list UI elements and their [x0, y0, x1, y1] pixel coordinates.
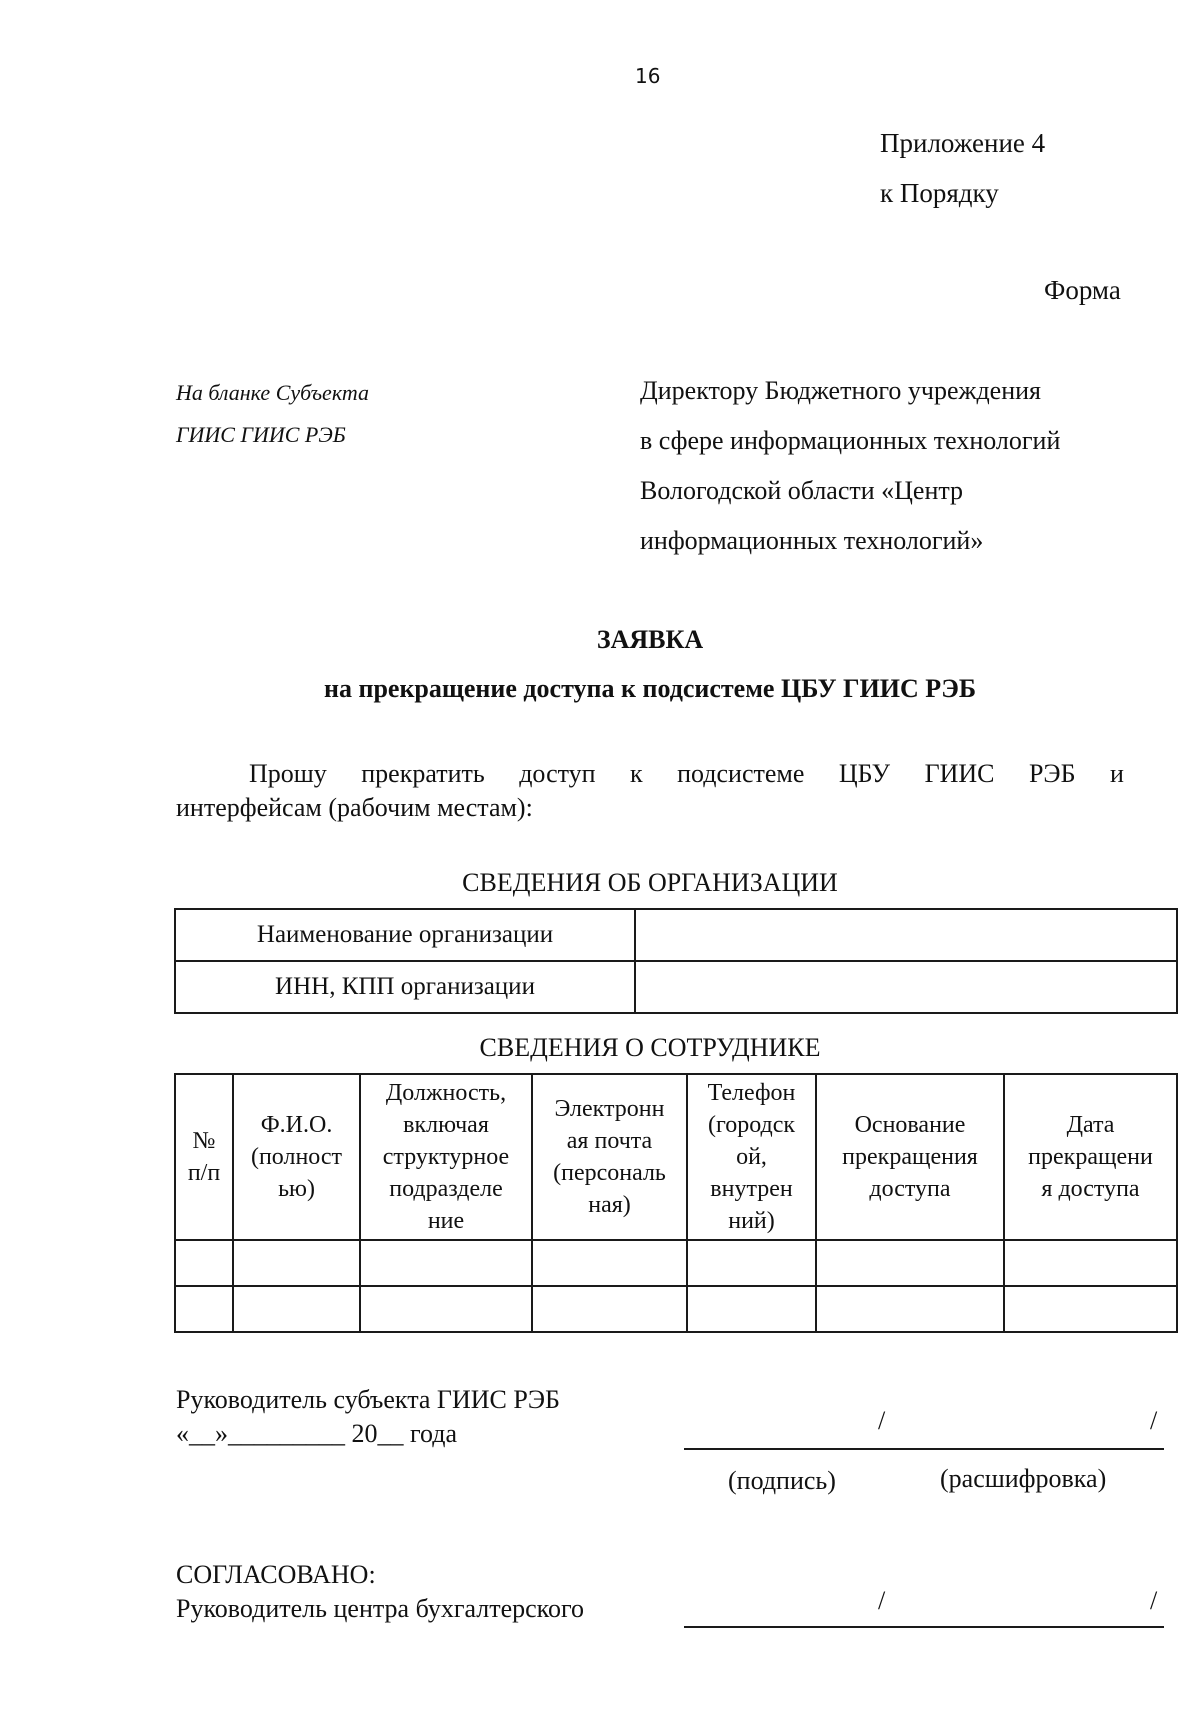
document-subtitle: на прекращение доступа к подсистеме ЦБУ ГИИС РЭБ — [323, 674, 977, 703]
table-row — [175, 909, 1177, 961]
col-header-line: ая почта — [566, 1128, 653, 1154]
table-cell[interactable] — [687, 1286, 816, 1332]
table-cell[interactable] — [1004, 1240, 1177, 1286]
table-cell[interactable] — [816, 1240, 1004, 1286]
request-word: ЦБУ — [838, 759, 891, 788]
table-cell[interactable] — [360, 1240, 532, 1286]
employee-table — [174, 1073, 1178, 1333]
decode-label: (расшифровка) — [940, 1464, 1107, 1493]
table-row — [175, 1286, 1177, 1332]
col-header-line: (персональ — [553, 1160, 666, 1186]
approval-signature-line[interactable] — [684, 1626, 1164, 1628]
table-cell[interactable] — [532, 1240, 687, 1286]
document-title: ЗАЯВКА — [596, 625, 704, 654]
col-header-line: Ф.И.О. — [260, 1112, 333, 1138]
request-word: Прошу — [249, 759, 327, 788]
signature-line[interactable] — [684, 1448, 1164, 1450]
request-paragraph — [176, 757, 1124, 825]
table-cell[interactable] — [175, 1240, 233, 1286]
date-line: «__»_________ 20__ года — [176, 1419, 458, 1448]
col-header-line: (полност — [250, 1144, 343, 1170]
signature-slash-end: / — [1150, 1406, 1158, 1435]
col-header-line: Электронн — [554, 1096, 665, 1122]
table-cell[interactable] — [233, 1240, 360, 1286]
col-header-line: включая — [403, 1112, 489, 1138]
form-label: Форма — [1044, 275, 1121, 305]
col-header-line: я доступа — [1041, 1176, 1140, 1202]
approval-label: СОГЛАСОВАНО: — [176, 1560, 376, 1589]
col-header-date — [1004, 1074, 1177, 1240]
col-header-line: прекращени — [1028, 1144, 1153, 1170]
table-header-row — [175, 1074, 1177, 1240]
letterhead-line-1: На бланке Субъекта — [176, 380, 369, 405]
col-header-line: Дата — [1066, 1112, 1115, 1138]
col-header-line: Телефон — [707, 1080, 796, 1106]
sign-label: (подпись) — [728, 1466, 836, 1495]
table-cell[interactable] — [687, 1240, 816, 1286]
org-inn-value[interactable] — [635, 961, 1177, 1013]
addressee-line-2: в сфере информационных технологий — [640, 426, 1061, 455]
table-cell[interactable] — [816, 1286, 1004, 1332]
table-cell[interactable] — [360, 1286, 532, 1332]
org-section-heading: СВЕДЕНИЯ ОБ ОРГАНИЗАЦИИ — [462, 868, 838, 897]
request-word: к — [630, 759, 643, 788]
col-header-line: Основание — [854, 1112, 966, 1138]
col-header-line: ой, — [736, 1144, 767, 1170]
table-cell[interactable] — [532, 1286, 687, 1332]
col-header-line: № — [192, 1128, 216, 1154]
org-name-label: Наименование организации — [175, 909, 635, 961]
approval-head-title: Руководитель центра бухгалтерского — [176, 1594, 585, 1623]
col-header-line: п/п — [187, 1160, 221, 1186]
request-word: подсистеме — [677, 759, 805, 788]
table-cell[interactable] — [175, 1286, 233, 1332]
col-header-line: ний) — [728, 1208, 775, 1234]
letterhead-line-2: ГИИС ГИИС РЭБ — [176, 422, 346, 447]
request-line-2: интерфейсам (рабочим местам): — [176, 793, 533, 822]
col-header-line: ние — [427, 1208, 465, 1234]
head-title: Руководитель субъекта ГИИС РЭБ — [176, 1385, 560, 1414]
table-row — [175, 1240, 1177, 1286]
col-header-line: Должность, — [385, 1080, 507, 1106]
col-header-line: (городск — [707, 1112, 796, 1138]
appendix-line-2: к Порядку — [880, 178, 999, 208]
col-header-line: доступа — [869, 1176, 951, 1202]
signature-slash: / — [878, 1406, 886, 1435]
addressee-line-4: информационных технологий» — [640, 526, 984, 555]
col-header-fio — [233, 1074, 360, 1240]
org-name-value[interactable] — [635, 909, 1177, 961]
col-header-line: ью) — [278, 1176, 315, 1202]
col-header-line: прекращения — [842, 1144, 978, 1170]
request-word: и — [1110, 759, 1124, 788]
col-header-position — [360, 1074, 532, 1240]
request-word: доступ — [519, 759, 596, 788]
approval-slash: / — [878, 1586, 886, 1615]
page-number: 16 — [635, 64, 661, 88]
col-header-line: ная) — [588, 1192, 631, 1218]
addressee-line-1: Директору Бюджетного учреждения — [640, 376, 1042, 405]
request-word: прекратить — [361, 759, 485, 788]
col-header-phone — [687, 1074, 816, 1240]
col-header-reason — [816, 1074, 1004, 1240]
org-inn-label: ИНН, КПП организации — [175, 961, 635, 1013]
col-header-number — [175, 1074, 233, 1240]
appendix-line-1: Приложение 4 — [880, 128, 1046, 158]
employee-section-heading: СВЕДЕНИЯ О СОТРУДНИКЕ — [479, 1033, 821, 1062]
table-row — [175, 961, 1177, 1013]
request-word: РЭБ — [1028, 759, 1076, 788]
col-header-email — [532, 1074, 687, 1240]
org-table — [174, 908, 1178, 1014]
request-line-1 — [176, 757, 1124, 791]
addressee-line-3: Вологодской области «Центр — [640, 476, 964, 505]
col-header-line: структурное — [382, 1144, 510, 1170]
table-cell[interactable] — [1004, 1286, 1177, 1332]
approval-slash-end: / — [1150, 1586, 1158, 1615]
table-cell[interactable] — [233, 1286, 360, 1332]
col-header-line: внутрен — [710, 1176, 793, 1202]
col-header-line: подразделе — [389, 1176, 503, 1202]
request-word: ГИИС — [924, 759, 995, 788]
